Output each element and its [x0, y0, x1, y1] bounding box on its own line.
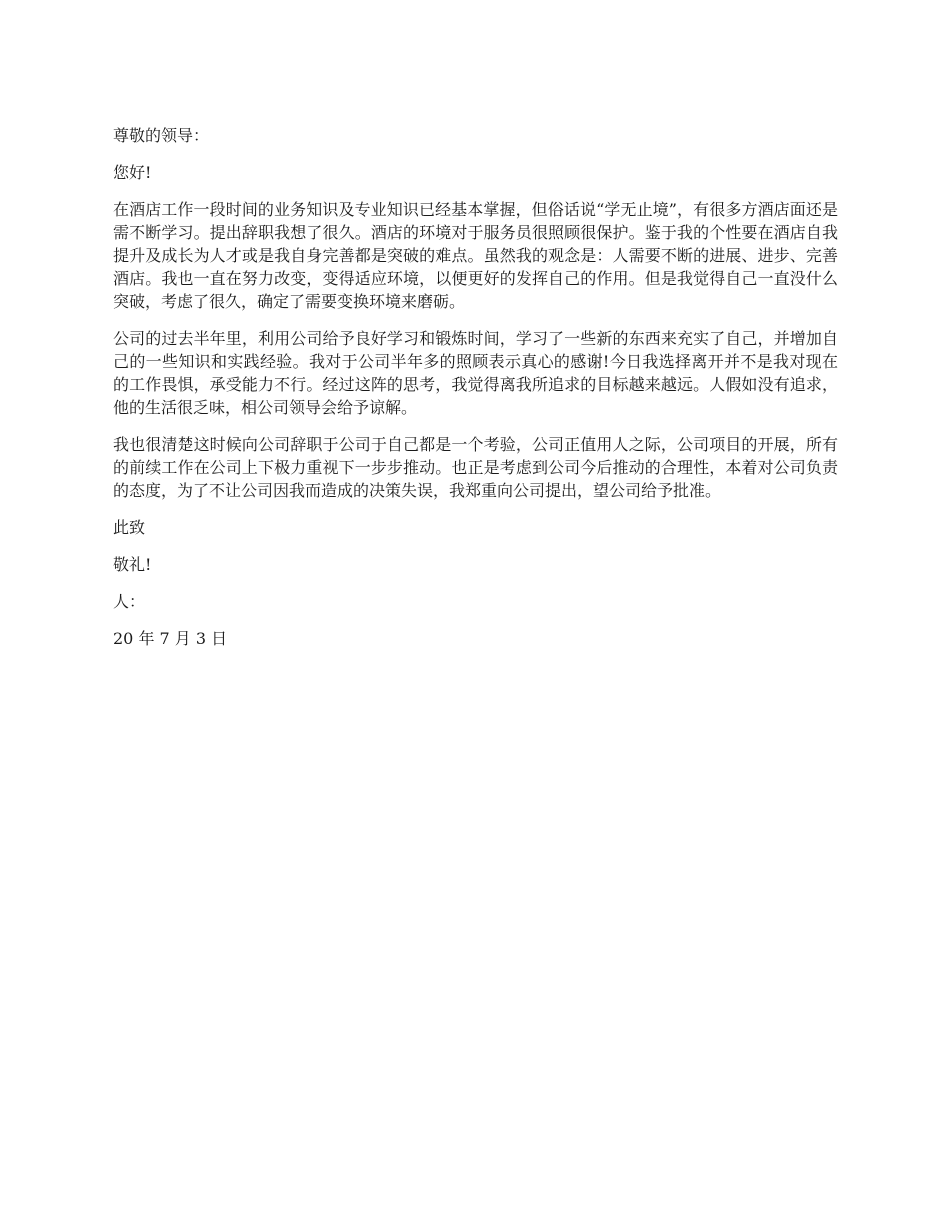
- salutation: 尊敬的领导：: [113, 126, 210, 145]
- greeting: 您好!: [113, 163, 152, 182]
- body-paragraph-2: 公司的过去半年里，利用公司给予良好学习和锻炼时间，学习了一些新的东西来充实了自己，并增加自己的一些知识和实践经验。我对于公司半年多的照顾表示真心的感谢!今日我选择离开并不是我对现在的工作畏惧，承受能力不行。经过这阵的思考，我觉得离我所追求的目标越来越远。人假如没有追求，他的生活很乏味，相公司领导会给予谅解。: [113, 329, 838, 417]
- letter-body: [113, 124, 838, 664]
- closing-line-1: 此致: [113, 518, 146, 537]
- date-line: 20 年 7 月 3 日: [113, 629, 228, 648]
- closing-line-2: 敬礼!: [113, 555, 152, 574]
- body-paragraph-1: 在酒店工作一段时间的业务知识及专业知识已经基本掌握，但俗话说“学无止境”，有很多方酒店面还是需不断学习。提出辞职我想了很久。酒店的环境对于服务员很照顾很保护。鉴于我的个性要在酒店自我提升及成长为人才或是我自身完善都是突破的难点。虽然我的观念是：人需要不断的进展、进步、完善酒店。我也一直在努力改变，变得适应环境，以便更好的发挥自己的作用。但是我觉得自己一直没什么突破，考虑了很久，确定了需要变换环境来磨砺。: [113, 200, 838, 311]
- body-paragraph-3: 我也很清楚这时候向公司辞职于公司于自己都是一个考验，公司正值用人之际，公司项目的开展，所有的前续工作在公司上下极力重视下一步步推动。也正是考虑到公司今后推动的合理性，本着对公司负责的态度，为了不让公司因我而造成的决策失误，我郑重向公司提出，望公司给予批准。: [113, 435, 838, 500]
- signature-line: 人：: [113, 592, 146, 611]
